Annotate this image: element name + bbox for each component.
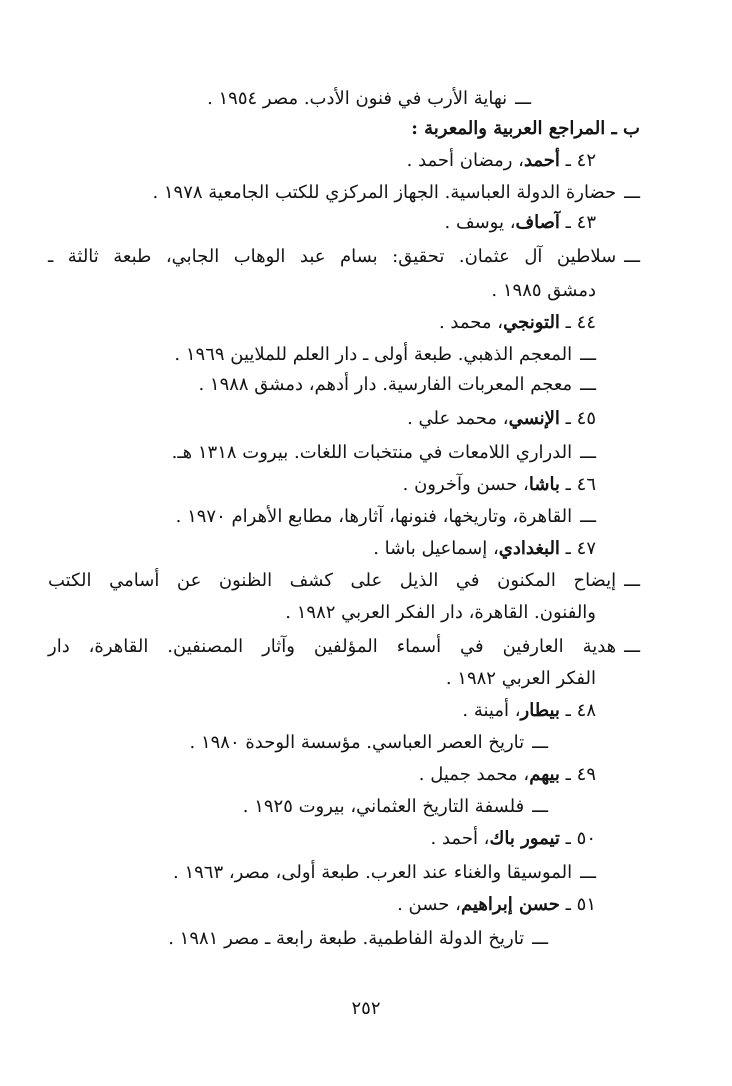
author-given-name: ، حسن . (397, 894, 461, 915)
entry-text: حضارة الدولة العباسية. الجهاز المركزي للكتب الجامعية ١٩٧٨ . (152, 182, 617, 203)
bibliography-entry (198, 372, 596, 398)
bibliography-entry (172, 440, 596, 466)
author-surname: الإنسي (508, 408, 560, 429)
entry-dash: ـــ (580, 442, 596, 463)
entry-text: الدراري اللامعات في منتخبات اللغات. بيروت ١٣١٨ هـ. (171, 442, 573, 463)
bibliography-entry (48, 244, 640, 270)
entry-text: إيضاح المكنون في الذيل على كشف الظنون عن أسامي الكتب (48, 570, 617, 591)
bibliography-entry (243, 794, 548, 820)
author-surname: بيهم (529, 764, 560, 785)
entry-number: ٥١ ـ (559, 894, 596, 915)
entry-text: الموسيقا والغناء عند العرب. طبعة أولى، مصر، ١٩٦٣ . (172, 862, 573, 883)
author-given-name: ، إسماعيل باشا . (373, 538, 499, 559)
bibliography-entry-continuation (285, 600, 596, 626)
entry-text: تاريخ الدولة الفاطمية. طبعة رابعة ـ مصر ١٩٨١ . (168, 928, 525, 949)
entry-text: فلسفة التاريخ العثماني، بيروت ١٩٢٥ . (242, 796, 525, 817)
entry-number: ٤٨ ـ (559, 700, 596, 721)
entry-dash: ـــ (580, 374, 596, 395)
entry-dash: ـــ (532, 928, 548, 949)
entry-text: سلاطين آل عثمان. تحقيق: بسام عبد الوهاب الجابي، طبعة ثالثة ـ (48, 246, 617, 267)
entry-text: تاريخ العصر العباسي. مؤسسة الوحدة ١٩٨٠ . (189, 732, 525, 753)
author-surname: التونجي (503, 312, 560, 333)
entry-text: هدية العارفين في أسماء المؤلفين وآثار المصنفين. القاهرة، دار (48, 636, 617, 657)
author-given-name: ، محمد جميل . (418, 764, 530, 785)
author-given-name: ، أمينة . (462, 700, 521, 721)
entry-text: دمشق ١٩٨٥ . (491, 280, 596, 301)
author-given-name: ، رمضان أحمد . (406, 150, 524, 171)
entry-text: القاهرة، وتاريخها، فنونها، آثارها، مطابع الأهرام ١٩٧٠ . (175, 506, 573, 527)
bibliography-entry (174, 342, 596, 368)
entry-dash: ـــ (624, 636, 640, 657)
page-number: ٢٥٢ (351, 998, 381, 1019)
entry-text: نهاية الأرب في فنون الأدب. مصر ١٩٥٤ . (207, 88, 508, 109)
entry-text: الفكر العربي ١٩٨٢ . (445, 668, 596, 689)
author-entry (403, 472, 596, 498)
entry-dash: ـــ (580, 506, 596, 527)
author-surname: باشا (528, 474, 560, 495)
author-surname: البغدادي (498, 538, 560, 559)
author-surname: بيطار (520, 700, 560, 721)
author-surname: أحمد (523, 150, 560, 171)
author-given-name: ، حسن وآخرون . (402, 474, 529, 495)
entry-number: ٥٠ ـ (559, 828, 596, 849)
bibliography-entry-continuation (446, 666, 596, 692)
bibliography-entry (168, 926, 548, 952)
bibliography-entry (176, 504, 596, 530)
bibliography-entry (152, 180, 640, 206)
author-entry (397, 892, 596, 918)
author-surname: آصاف (515, 212, 560, 233)
bibliography-entry (190, 730, 549, 756)
author-entry (407, 148, 596, 174)
entry-text: معجم المعربات الفارسية. دار أدهم، دمشق ١٩٨٨ . (198, 374, 573, 395)
entry-dash: ـــ (515, 88, 531, 109)
entry-number: ٤٣ ـ (559, 212, 596, 233)
bibliography-entry (207, 86, 531, 112)
bibliography-entry-continuation (491, 278, 596, 304)
entry-number: ٤٥ ـ (559, 408, 596, 429)
author-given-name: ، محمد علي . (407, 408, 509, 429)
author-entry (462, 698, 596, 724)
entry-dash: ـــ (624, 570, 640, 591)
section-heading: ب ـ المراجع العربية والمعربة : (411, 118, 640, 139)
author-entry (431, 826, 596, 852)
entry-number: ٤٢ ـ (559, 150, 596, 171)
author-given-name: ، محمد . (438, 312, 504, 333)
entry-number: ٤٤ ـ (559, 312, 596, 333)
author-entry (439, 310, 596, 336)
author-given-name: ، أحمد . (430, 828, 490, 849)
entry-dash: ـــ (624, 246, 640, 267)
entry-text: والفنون. القاهرة، دار الفكر العربي ١٩٨٢ . (285, 602, 596, 623)
author-entry (407, 406, 596, 432)
entry-text: المعجم الذهبي. طبعة أولى ـ دار العلم للملايين ١٩٦٩ . (174, 344, 573, 365)
entry-dash: ـــ (580, 344, 596, 365)
author-entry (419, 762, 596, 788)
entry-number: ٤٧ ـ (559, 538, 596, 559)
entry-dash: ـــ (624, 182, 640, 203)
author-surname: حسن إبراهيم (460, 894, 560, 915)
bibliography-entry (48, 634, 640, 660)
entry-number: ٤٩ ـ (559, 764, 596, 785)
entry-number: ٤٦ ـ (559, 474, 596, 495)
author-entry (445, 210, 597, 236)
author-entry (373, 536, 596, 562)
bibliography-entry (48, 568, 640, 594)
bibliography-entry (173, 860, 596, 886)
author-given-name: ، يوسف . (444, 212, 516, 233)
entry-dash: ـــ (532, 732, 548, 753)
entry-dash: ـــ (532, 796, 548, 817)
entry-dash: ـــ (580, 862, 596, 883)
author-surname: تيمور باك (489, 828, 560, 849)
